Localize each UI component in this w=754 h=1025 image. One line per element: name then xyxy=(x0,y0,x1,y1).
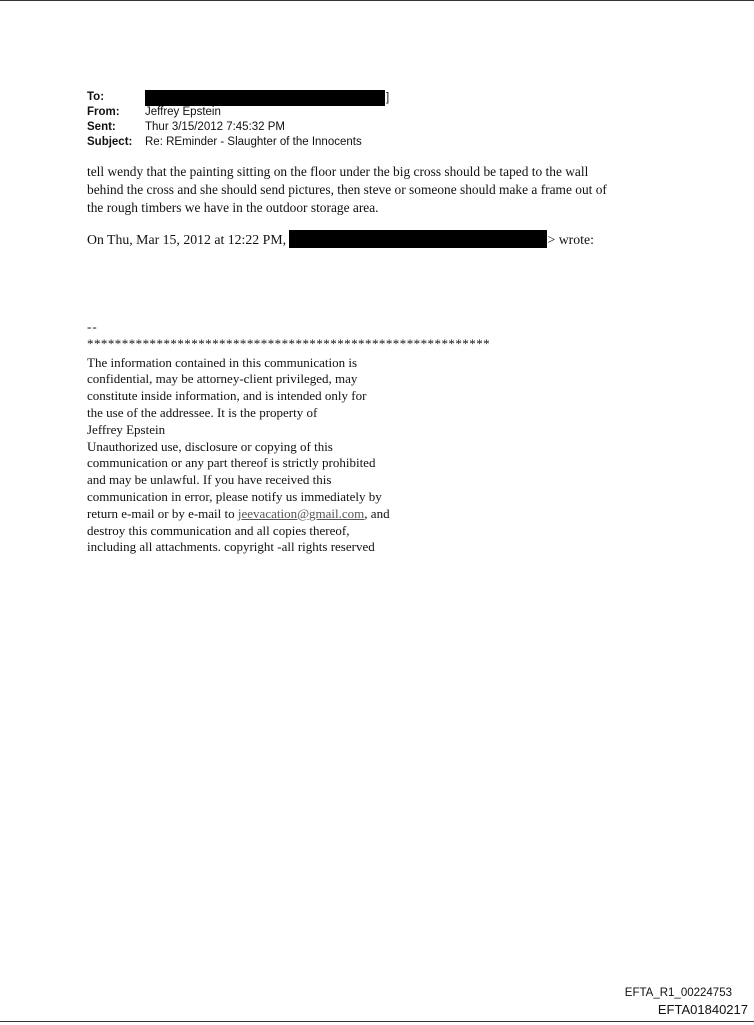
notice-line: constitute inside information, and is intended only for xyxy=(87,388,367,404)
email-line-suffix: , and xyxy=(364,505,390,521)
from-row xyxy=(87,105,389,120)
sent-row xyxy=(87,120,389,135)
signature-stars: ********************************************************** xyxy=(87,335,491,351)
to-value xyxy=(145,90,389,105)
subject-value: Re: REminder - Slaughter of the Innocents xyxy=(145,136,362,148)
notice-line: and may be unlawful. If you have received this xyxy=(87,472,332,488)
from-value: Jeffrey Epstein xyxy=(145,106,221,118)
notice-line: communication or any part thereof is strictly prohibited xyxy=(87,455,376,471)
notice-line: communication in error, please notify us immediately by xyxy=(87,488,382,504)
sent-label: Sent: xyxy=(87,121,116,133)
body-line: behind the cross and she should send pictures, then steve or someone should make a frame out of xyxy=(87,182,607,197)
email-link[interactable]: jeevacation@gmail.com xyxy=(237,505,365,521)
notice-line: including all attachments. copyright -all rights reserved xyxy=(87,539,375,555)
notice-line: Jeffrey Epstein xyxy=(87,421,166,437)
signature-dashes: -- xyxy=(87,319,98,334)
to-suffix: ] xyxy=(386,92,390,105)
body-line: the rough timbers we have in the outdoor storage area. xyxy=(87,200,379,215)
email-header xyxy=(87,90,389,150)
subject-row xyxy=(87,135,389,150)
notice-line: the use of the addressee. It is the property of xyxy=(87,404,318,420)
confidentiality-notice xyxy=(87,319,557,556)
email-line-prefix: return e-mail or by e-mail to xyxy=(87,505,238,521)
from-label: From: xyxy=(87,106,120,118)
to-label: To: xyxy=(87,91,105,103)
message-body xyxy=(87,163,707,217)
document-page xyxy=(0,1,754,1025)
notice-email-line xyxy=(87,506,557,523)
subject-label: Subject: xyxy=(87,136,133,148)
redaction-bar xyxy=(145,90,385,106)
bottom-border xyxy=(0,1021,754,1022)
notice-line: Unauthorized use, disclosure or copying of this xyxy=(87,438,333,454)
body-line: tell wendy that the painting sitting on the floor under the big cross should be taped to the wall xyxy=(87,164,589,179)
notice-line: destroy this communication and all copies thereof, xyxy=(87,522,350,538)
bates-number-secondary: EFTA01840217 xyxy=(657,1002,748,1017)
sent-value: Thur 3/15/2012 7:45:32 PM xyxy=(145,121,286,133)
to-row xyxy=(87,90,389,105)
quote-attribution xyxy=(87,230,594,248)
redaction-bar xyxy=(289,230,547,248)
bates-number-primary: EFTA_R1_00224753 xyxy=(624,987,732,999)
notice-line: confidential, may be attorney-client privileged, may xyxy=(87,371,358,387)
quote-prefix: On Thu, Mar 15, 2012 at 12:22 PM, xyxy=(87,232,287,247)
notice-line: The information contained in this communication is xyxy=(87,354,358,370)
quote-suffix: > wrote: xyxy=(547,232,594,247)
